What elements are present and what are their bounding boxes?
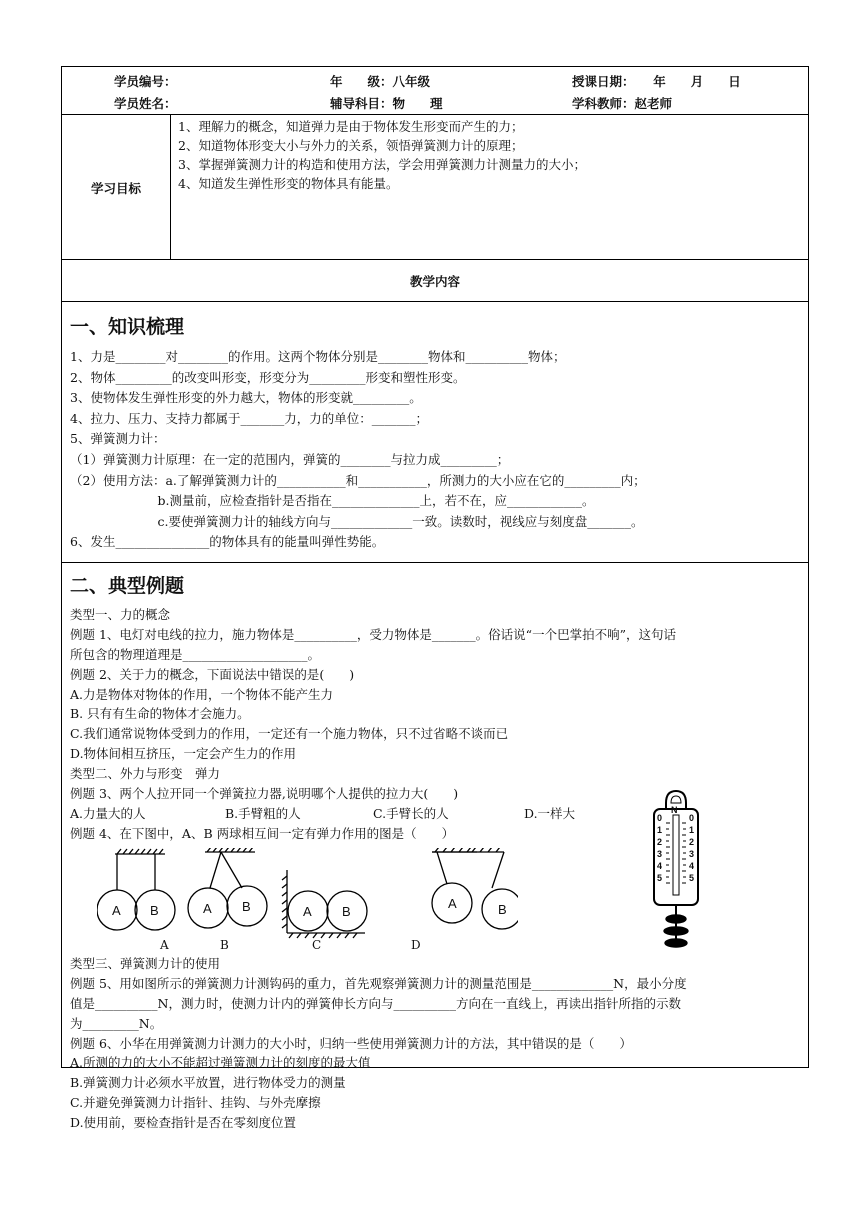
goal-item: 1、理解力的概念，知道弹力是由于物体发生形变而产生的力；	[178, 119, 524, 134]
ball-label-a: A	[303, 904, 312, 919]
figure-caption-d: D	[411, 938, 421, 952]
section-examples	[62, 563, 808, 1131]
figure-caption-c: C	[312, 938, 322, 952]
ball-label-b: B	[242, 899, 251, 914]
example-line: 类型三、弹簧测力计的使用	[70, 956, 221, 971]
knowledge-line: 1、力是________对________的作用。这两个物体分别是________物体和__________物体；	[70, 349, 566, 364]
ball-label-b: B	[498, 902, 507, 917]
example-line: B.弹簧测力计必须水平放置，进行物体受力的测量	[70, 1075, 346, 1091]
ball-label-a: A	[112, 903, 121, 918]
example-line: 例题 5、用如图所示的弹簧测力计测钩码的重力，首先观察弹簧测力计的测量范围是_____________N，最小分度	[70, 975, 687, 991]
q3-option-d: D.一样大	[524, 806, 576, 821]
example-line: A.所测的力的大小不能超过弹簧测力计的刻度的最大值	[70, 1055, 371, 1071]
example-lines-b	[70, 954, 687, 1133]
scale-tick: 5	[657, 873, 663, 883]
scale-ticks-left	[657, 812, 662, 884]
example-line: C.并避免弹簧测力计指针、挂钩、与外壳摩擦	[70, 1095, 321, 1111]
example-line: 例题 1、电灯对电线的拉力，施力物体是__________，受力物体是_______。俗话说“一个巴掌拍不响”，这句话	[70, 626, 676, 642]
knowledge-line: 6、发生_______________的物体具有的能量叫弹性势能。	[70, 534, 385, 550]
ball-label-a: A	[203, 901, 212, 916]
example-lines-a	[70, 605, 676, 804]
header-row	[62, 67, 808, 115]
section-title: 一、知识梳理	[70, 316, 185, 338]
scale-unit-label: N	[671, 805, 678, 815]
q3-option-c: C.手臂长的人	[373, 806, 449, 821]
example-line: D.物体间相互挤压，一定会产生力的作用	[70, 746, 297, 762]
scale-ticks-right	[689, 812, 694, 884]
q3-option-b: B.手臂粗的人	[225, 806, 301, 821]
example-line: 类型一、力的概念	[70, 607, 171, 622]
example-line: 为_________N。	[70, 1015, 163, 1031]
goal-item: 3、掌握弹簧测力计的构造和使用方法，学会用弹簧测力计测量力的大小；	[178, 157, 586, 172]
figure-b	[188, 848, 267, 928]
student-name-label: 学员姓名：	[114, 96, 177, 111]
knowledge-line: 5、弹簧测力计：	[70, 431, 166, 447]
figure-c	[282, 870, 367, 938]
example-line: 类型二、外力与形变 弹力	[70, 766, 221, 782]
figure-a	[97, 849, 175, 930]
lesson-sheet	[61, 66, 809, 1131]
figure-caption-b: B	[220, 938, 229, 952]
knowledge-lines	[70, 347, 646, 553]
learning-goals-row	[62, 115, 808, 260]
ball-label-a: A	[448, 896, 457, 911]
scale-tick: 1	[689, 825, 695, 835]
figure-caption-a: A	[160, 938, 169, 952]
learning-goals-list	[178, 117, 586, 193]
scale-tick: 2	[689, 837, 695, 847]
teacher-label: 学科教师：赵老师	[572, 96, 673, 111]
section-knowledge-review	[62, 302, 808, 563]
example-line: C.我们通常说物体受到力的作用，一定还有一个施力物体，只不过省略不谈而已	[70, 726, 509, 742]
example-line: B. 只有有生命的物体才会施力。	[70, 706, 250, 722]
ball-label-b: B	[342, 904, 351, 919]
example-line: D.使用前，要检查指针是否在零刻度位置	[70, 1115, 297, 1131]
scale-tick: 1	[657, 825, 663, 835]
example-line: 值是__________N，测力时，使测力计内的弹簧伸长方向与__________方向在一直线上，再读出指针所指的示数	[70, 995, 681, 1011]
example-line: A.力是物体对物体的作用，一个物体不能产生力	[70, 686, 334, 702]
teaching-content-heading: 教学内容	[62, 260, 808, 302]
scale-tick: 3	[689, 849, 695, 859]
scale-tick: 3	[657, 849, 663, 859]
learning-goals-label: 学习目标	[62, 115, 171, 260]
knowledge-line: （2）使用方法：a.了解弹簧测力计的___________和___________，所测力的大小应在它的_________内；	[70, 472, 646, 488]
goal-item: 4、知道发生弹性形变的物体具有能量。	[178, 176, 399, 191]
example-line: 例题 3、两个人拉开同一个弹簧拉力器,说明哪个人提供的拉力大( )	[70, 786, 459, 802]
scale-tick: 5	[689, 873, 695, 883]
scale-tick: 0	[689, 813, 695, 823]
q4-question: 例题 4、在下图中，A、B 两球相互间一定有弹力作用的图是（ ）	[70, 826, 455, 841]
date-label: 授课日期： 年 月 日	[572, 74, 741, 89]
scale-tick: 0	[657, 813, 663, 823]
grade-label: 年 级：八年级	[330, 74, 431, 89]
goal-item: 2、知道物体形变大小与外力的关系，领悟弹簧测力计的原理；	[178, 138, 524, 153]
ball-label-b: B	[150, 903, 159, 918]
scale-tick: 4	[689, 861, 695, 871]
spring-scale-figure	[646, 789, 706, 949]
section-title: 二、典型例题	[70, 575, 185, 597]
knowledge-line: （1）弹簧测力计原理：在一定的范围内，弹簧的________与拉力成_________；	[70, 451, 510, 467]
knowledge-line: 2、物体_________的改变叫形变，形变分为_________形变和塑性形变。	[70, 369, 466, 385]
q3-option-a: A.力量大的人	[70, 806, 146, 821]
knowledge-line: 3、使物体发生弹性形变的外力越大，物体的形变就_________。	[70, 390, 422, 406]
example-line: 例题 6、小华在用弹簧测力计测力的大小时，归纳一些使用弹簧测力计的方法，其中错误的是（ ）	[70, 1035, 632, 1051]
scale-tick: 2	[657, 837, 663, 847]
subject-label: 辅导科目：物 理	[330, 96, 443, 111]
scale-tick: 4	[657, 861, 663, 871]
knowledge-line: b.测量前，应检查指针是否指在______________上，若不在，应____________。	[70, 493, 595, 509]
student-id-label: 学员编号：	[114, 74, 177, 89]
example-line: 所包含的物理道理是____________________。	[70, 646, 321, 662]
example-line: 例题 2、关于力的概念，下面说法中错误的是( )	[70, 666, 355, 682]
knowledge-line: 4、拉力、压力、支持力都属于_______力，力的单位：_______；	[70, 410, 428, 426]
knowledge-line: c.要使弹簧测力计的轴线方向与_____________一致。读数时，视线应与刻度盘_______。	[70, 513, 644, 529]
